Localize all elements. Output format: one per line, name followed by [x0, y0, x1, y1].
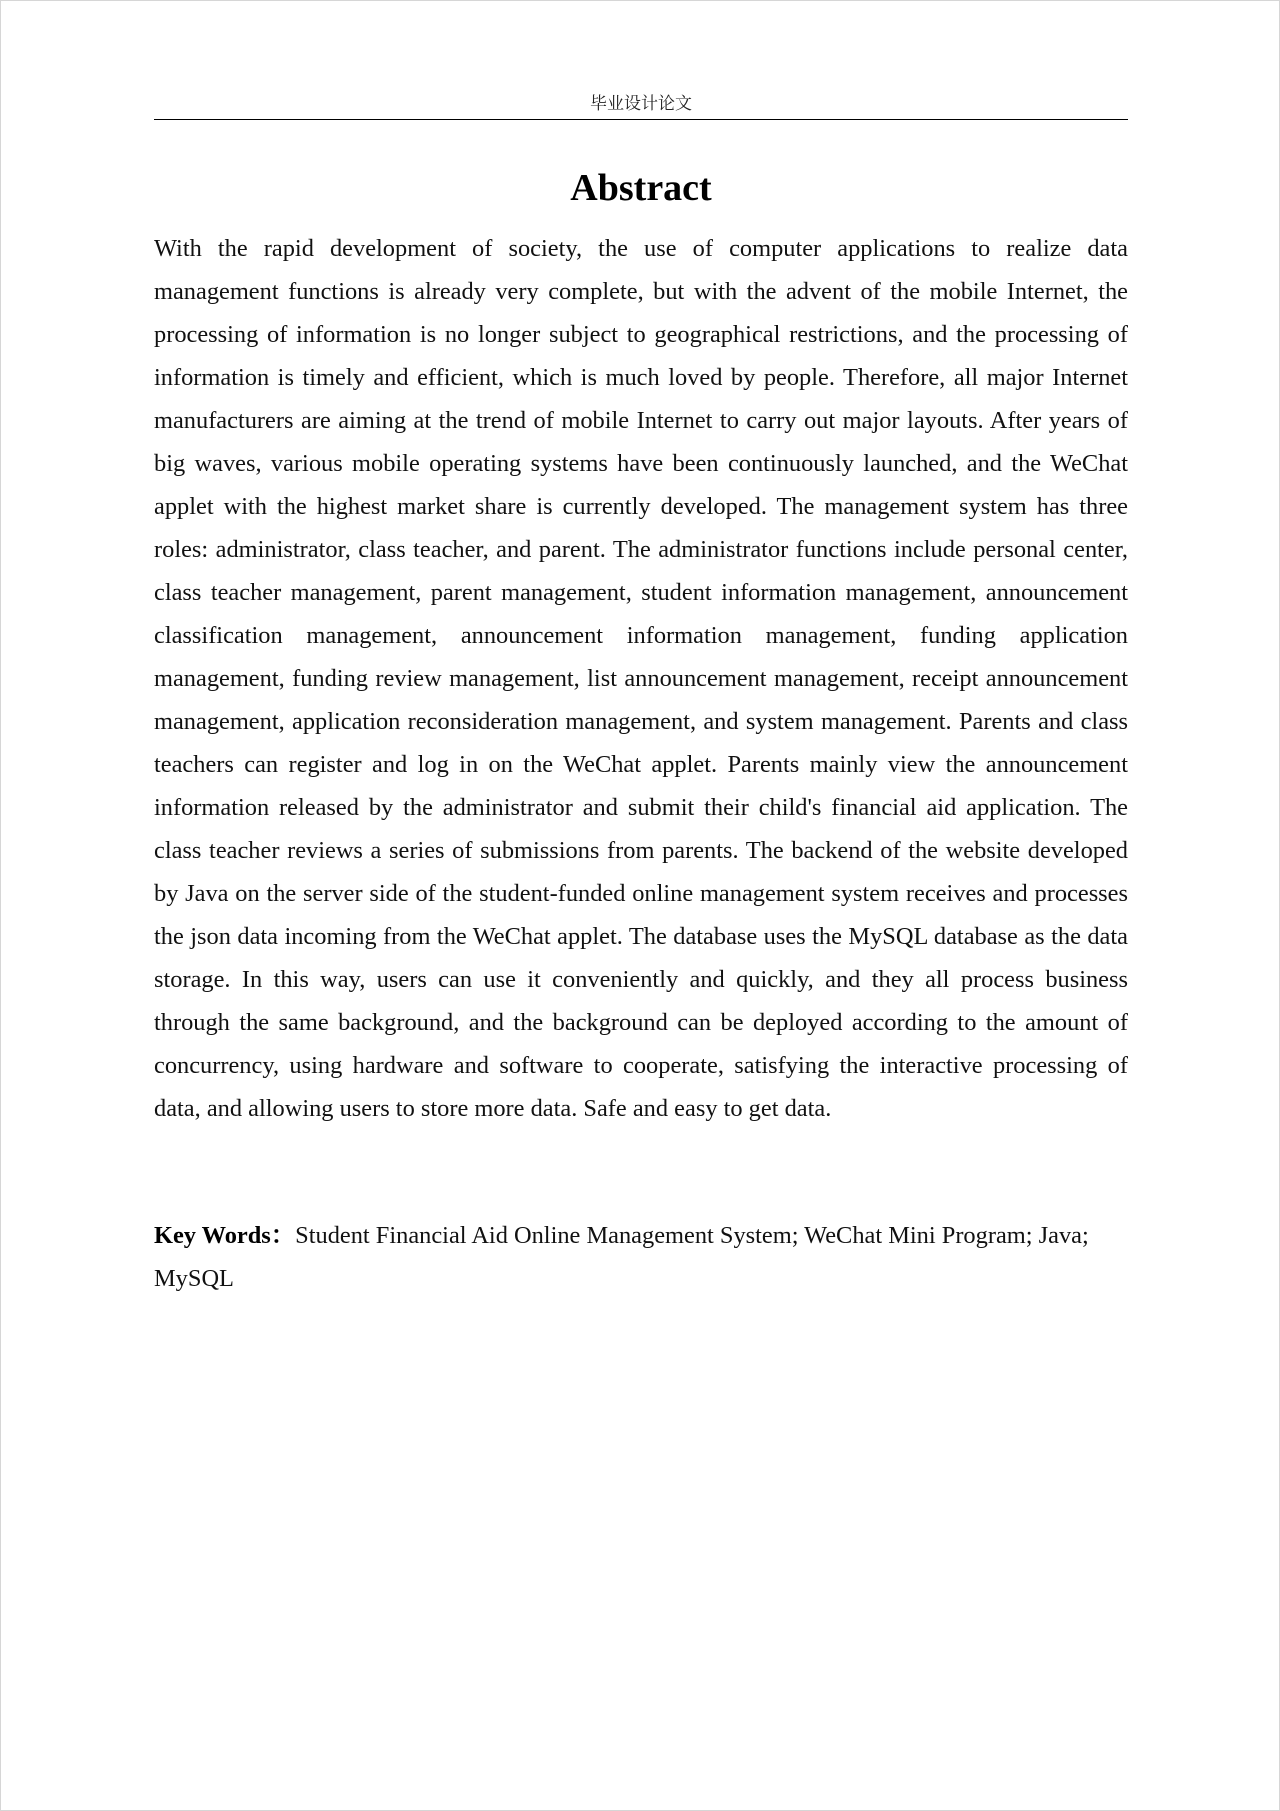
header-divider — [154, 119, 1128, 120]
page-title: Abstract — [570, 167, 712, 209]
page-header: 毕业设计论文 — [590, 94, 692, 114]
keywords-line — [154, 1214, 1128, 1300]
keywords-text: Student Financial Aid Online Management System; WeChat Mini Program; Java; MySQL — [154, 1222, 1089, 1292]
keywords-label: Key Words： — [154, 1222, 296, 1249]
abstract-body: With the rapid development of society, the use of computer applications to realize data management functions is already very complete, but with the advent of the mobile Internet, the processing of information is no longer subject to geographical restrictions, and the processing of information is timely and efficient, which is much loved by people. Therefore, all major Internet manufacturers are aiming at the trend of mobile Internet to carry out major layouts. After years of big waves, various mobile operating systems have been continuously launched, and the WeChat applet with the highest market share is currently developed. The management system has three roles: administrator, class teacher, and parent. The administrator functions include personal center, class teacher management, parent management, student information management, announcement classification management, announcement information management, funding application management, funding review management, list announcement management, receipt announcement management, application reconsideration management, and system management. Parents and class teachers can register and log in on the WeChat applet. Parents mainly view the announcement information released by the administrator and submit their child's financial aid application. The class teacher reviews a series of submissions from parents. The backend of the website developed by Java on the server side of the student-funded online management system receives and processes the json data incoming from the WeChat applet. The database uses the MySQL database as the data storage. In this way, users can use it conveniently and quickly, and they all process business through the same background, and the background can be deployed according to the amount of concurrency, using hardware and software to cooperate, satisfying the interactive processing of data, and allowing users to store more data. Safe and easy to get data. — [154, 235, 1128, 1122]
